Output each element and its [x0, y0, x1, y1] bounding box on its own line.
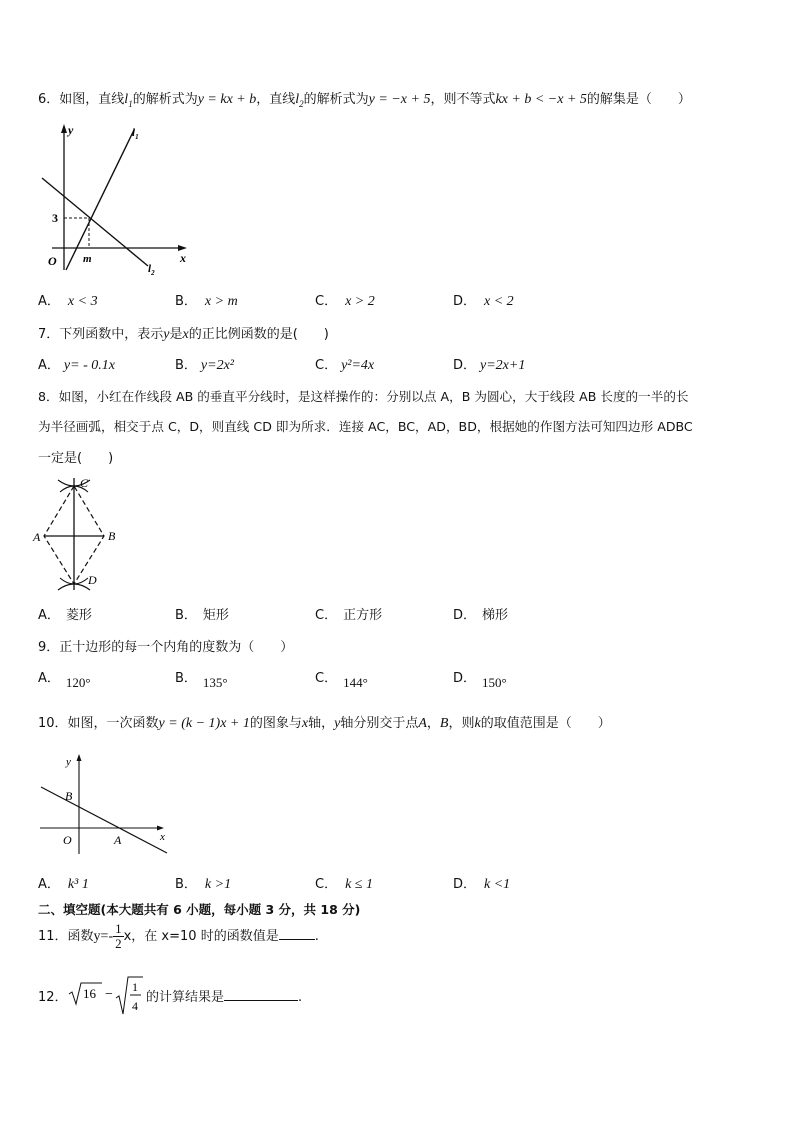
q11-stem: 11．函数y=- $\frac{1}{2}$ x，在 x=10 时的函数值是 . — [38, 921, 319, 951]
q9-option-c[interactable]: C． 144° — [315, 671, 368, 690]
q6-fig-three-label: 3 — [52, 211, 58, 225]
q10-fig-origin-label: O — [63, 833, 72, 847]
q6-figure — [30, 120, 200, 280]
section-2-title: 二、填空题(本大题共有 6 小题，每小题 3 分，共 18 分) — [38, 902, 361, 917]
q11-answer-blank[interactable] — [279, 927, 315, 940]
q8-stem-line1: 8．如图，小红在作线段 AB 的垂直平分线时，是这样操作的：分别以点 A，B 为圆心，大于线段 AB 长度的一半的长 — [38, 389, 689, 404]
q8-fig-c-label: C — [80, 476, 89, 490]
q6-fig-l2-label: $l_2$ — [148, 263, 155, 277]
q7-option-d[interactable]: D． y=2x+1 — [453, 358, 526, 373]
q10-option-c[interactable]: C． k ≤ 1 — [315, 877, 373, 892]
q8-option-c[interactable]: C． 正方形 — [315, 608, 383, 623]
q8-option-d[interactable]: D． 梯形 — [453, 608, 509, 623]
q8-option-b[interactable]: B． 矩形 — [175, 608, 229, 623]
q10-option-b[interactable]: B． k >1 — [175, 877, 232, 892]
q6-fig-y-label: y — [68, 123, 74, 137]
q10-option-d[interactable]: D． k <1 — [453, 877, 511, 892]
q10-option-a[interactable]: A． k³ 1 — [38, 877, 89, 892]
q11-fraction: $\frac{1}{2}$ — [115, 921, 122, 951]
q12-answer-blank[interactable] — [224, 988, 298, 1001]
q10-expr: y = (k − 1)x + 1 — [158, 716, 250, 731]
q6-l1-label: $l_1$ — [124, 92, 133, 109]
q12-sqrt-16: 16 — [83, 986, 96, 1001]
q10-figure — [34, 750, 174, 860]
q12-fraction-num: 1 — [132, 980, 138, 994]
q8-fig-a-label: A — [33, 530, 41, 544]
q6-stem: 6．如图，直线$l_1$的解析式为y = kx + b，直线$l_2$的解析式为y = −x + 5，则不等式kx + b < −x + 5的解集是（ ） — [38, 92, 691, 109]
q10-stem: 10．如图，一次函数y = (k − 1)x + 1的图象与x轴，y轴分别交于点A，B，则k的取值范围是（ ） — [38, 716, 611, 731]
q7-option-a[interactable]: A． y= - 0.1x — [38, 358, 115, 373]
q6-fig-origin-label: O — [48, 254, 57, 268]
q9-option-d[interactable]: D． 150° — [453, 671, 507, 690]
q9-option-a[interactable]: A． 120° — [38, 671, 91, 690]
q6-option-d[interactable]: D． x < 2 — [453, 294, 514, 309]
q10-fig-x-label: x — [160, 831, 165, 843]
q8-option-a[interactable]: A． 菱形 — [38, 608, 92, 623]
q8-stem-line2: 为半径画弧，相交于点 C，D，则直线 CD 即为所求．连接 AC，BC，AD，BD，根据她的作图方法可知四边形 ADBC — [38, 419, 693, 434]
q12-fraction-den: 4 — [132, 999, 138, 1013]
q10-fig-b-label: B — [65, 789, 73, 803]
q7-option-b[interactable]: B． y=2x² — [175, 358, 234, 373]
q8-fig-d-label: D — [88, 573, 97, 587]
q7-stem: 7．下列函数中，表示y是x的正比例函数的是( ) — [38, 327, 329, 342]
q6-option-a[interactable]: A． x < 3 — [38, 294, 98, 309]
q6-option-b[interactable]: B． x > m — [175, 294, 238, 309]
q6-fig-l1-label: $l_1$ — [132, 127, 139, 141]
q9-stem: 9．正十边形的每一个内角的度数为（ ） — [38, 640, 294, 655]
q9-option-b[interactable]: B． 135° — [175, 671, 228, 690]
q6-l2-label: $l_2$ — [295, 92, 304, 109]
q10-fig-y-label: y — [66, 756, 71, 768]
q6-expr1: y = kx + b — [197, 92, 257, 107]
q6-fig-m-label: m — [83, 253, 92, 265]
q10-fig-a-label: A — [114, 833, 122, 847]
q12-minus: − — [105, 987, 113, 1002]
q7-option-c[interactable]: C． y²=4x — [315, 358, 375, 373]
q8-figure — [30, 472, 130, 594]
q8-fig-b-label: B — [108, 529, 116, 543]
q6-option-c[interactable]: C． x > 2 — [315, 294, 375, 309]
q6-expr2: y = −x + 5 — [368, 92, 431, 107]
q6-inequality: kx + b < −x + 5 — [495, 92, 587, 107]
q8-stem-line3: 一定是( ) — [38, 451, 114, 466]
q6-fig-x-label: x — [180, 251, 186, 265]
